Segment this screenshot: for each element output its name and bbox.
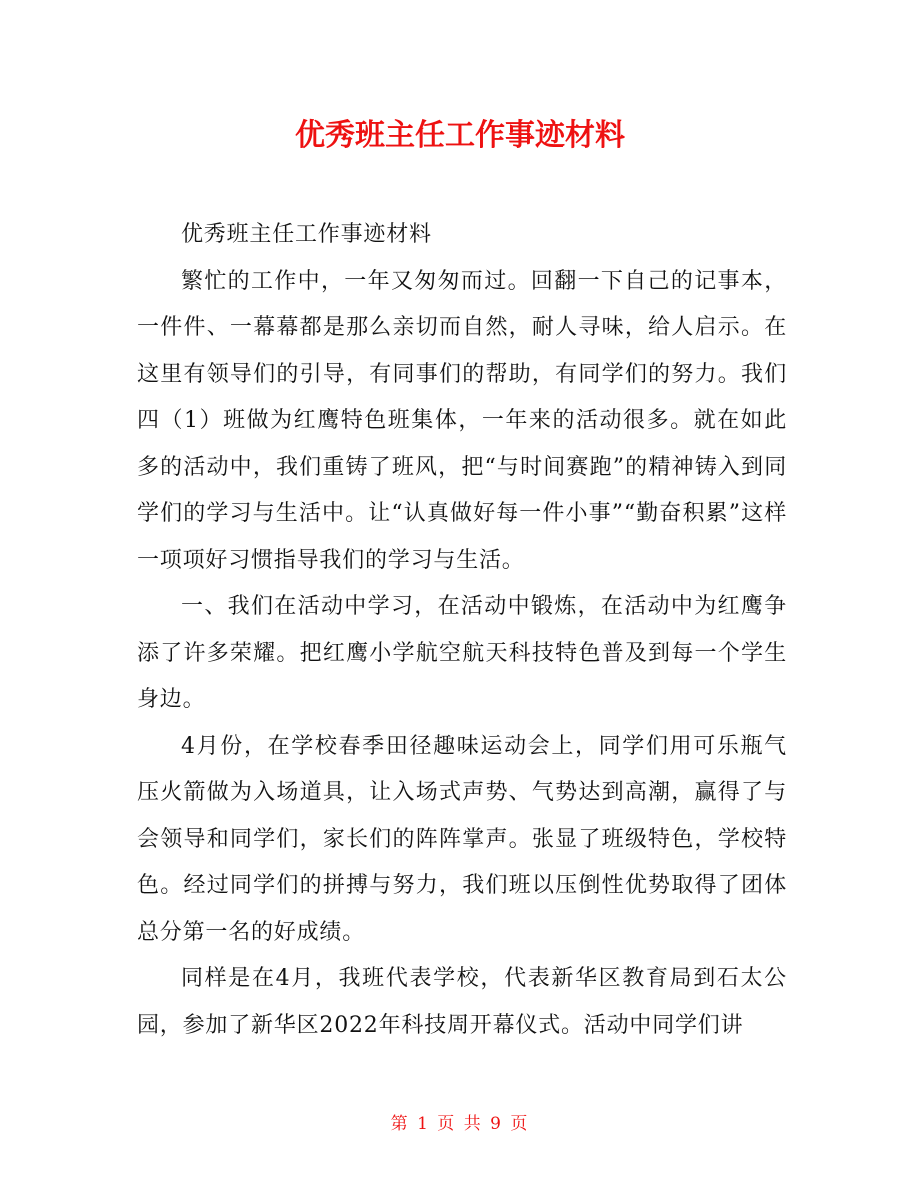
paragraph-heading: 优秀班主任工作事迹材料 (181, 222, 432, 247)
paragraph-april-science: 同样是在4月，我班代表学校，代表新华区教育局到石太公园，参加了新华区2022年科技周开幕仪式。活动中同学们讲 (137, 966, 787, 1038)
paragraph-april-sports: 4月份，在学校春季田径趣味运动会上，同学们用可乐瓶气压火箭做为入场道具，让入场式声势、气势达到高潮，赢得了与会领导和同学们，家长们的阵阵掌声。张显了班级特色，学校特色。经过同学们的拼搏与努力，我们班以压倒性优势取得了团体总分第一名的好成绩。 (137, 733, 787, 945)
document-title: 优秀班主任工作事迹材料 (295, 118, 625, 153)
paragraph-intro: 繁忙的工作中，一年又匆匆而过。回翻一下自己的记事本，一件件、一幕幕都是那么亲切而自然，耐人寻味，给人启示。在这里有领导们的引导，有同事们的帮助，有同学们的努力。我们四（1）班做为红鹰特色班集体，一年来的活动很多。就在如此多的活动中，我们重铸了班风，把“与时间赛跑”的精神铸入到同学们的学习与生活中。让“认真做好每一件小事”“勤奋积累”这样一项项好习惯指导我们的学习与生活。 (137, 268, 787, 573)
document-body (137, 212, 787, 1049)
page-footer: 第 1 页 共 9 页 (390, 1114, 530, 1134)
paragraph-section-one: 一、我们在活动中学习，在活动中锻炼，在活动中为红鹰争添了许多荣耀。把红鹰小学航空航天科技特色普及到每一个学生身边。 (137, 594, 787, 712)
